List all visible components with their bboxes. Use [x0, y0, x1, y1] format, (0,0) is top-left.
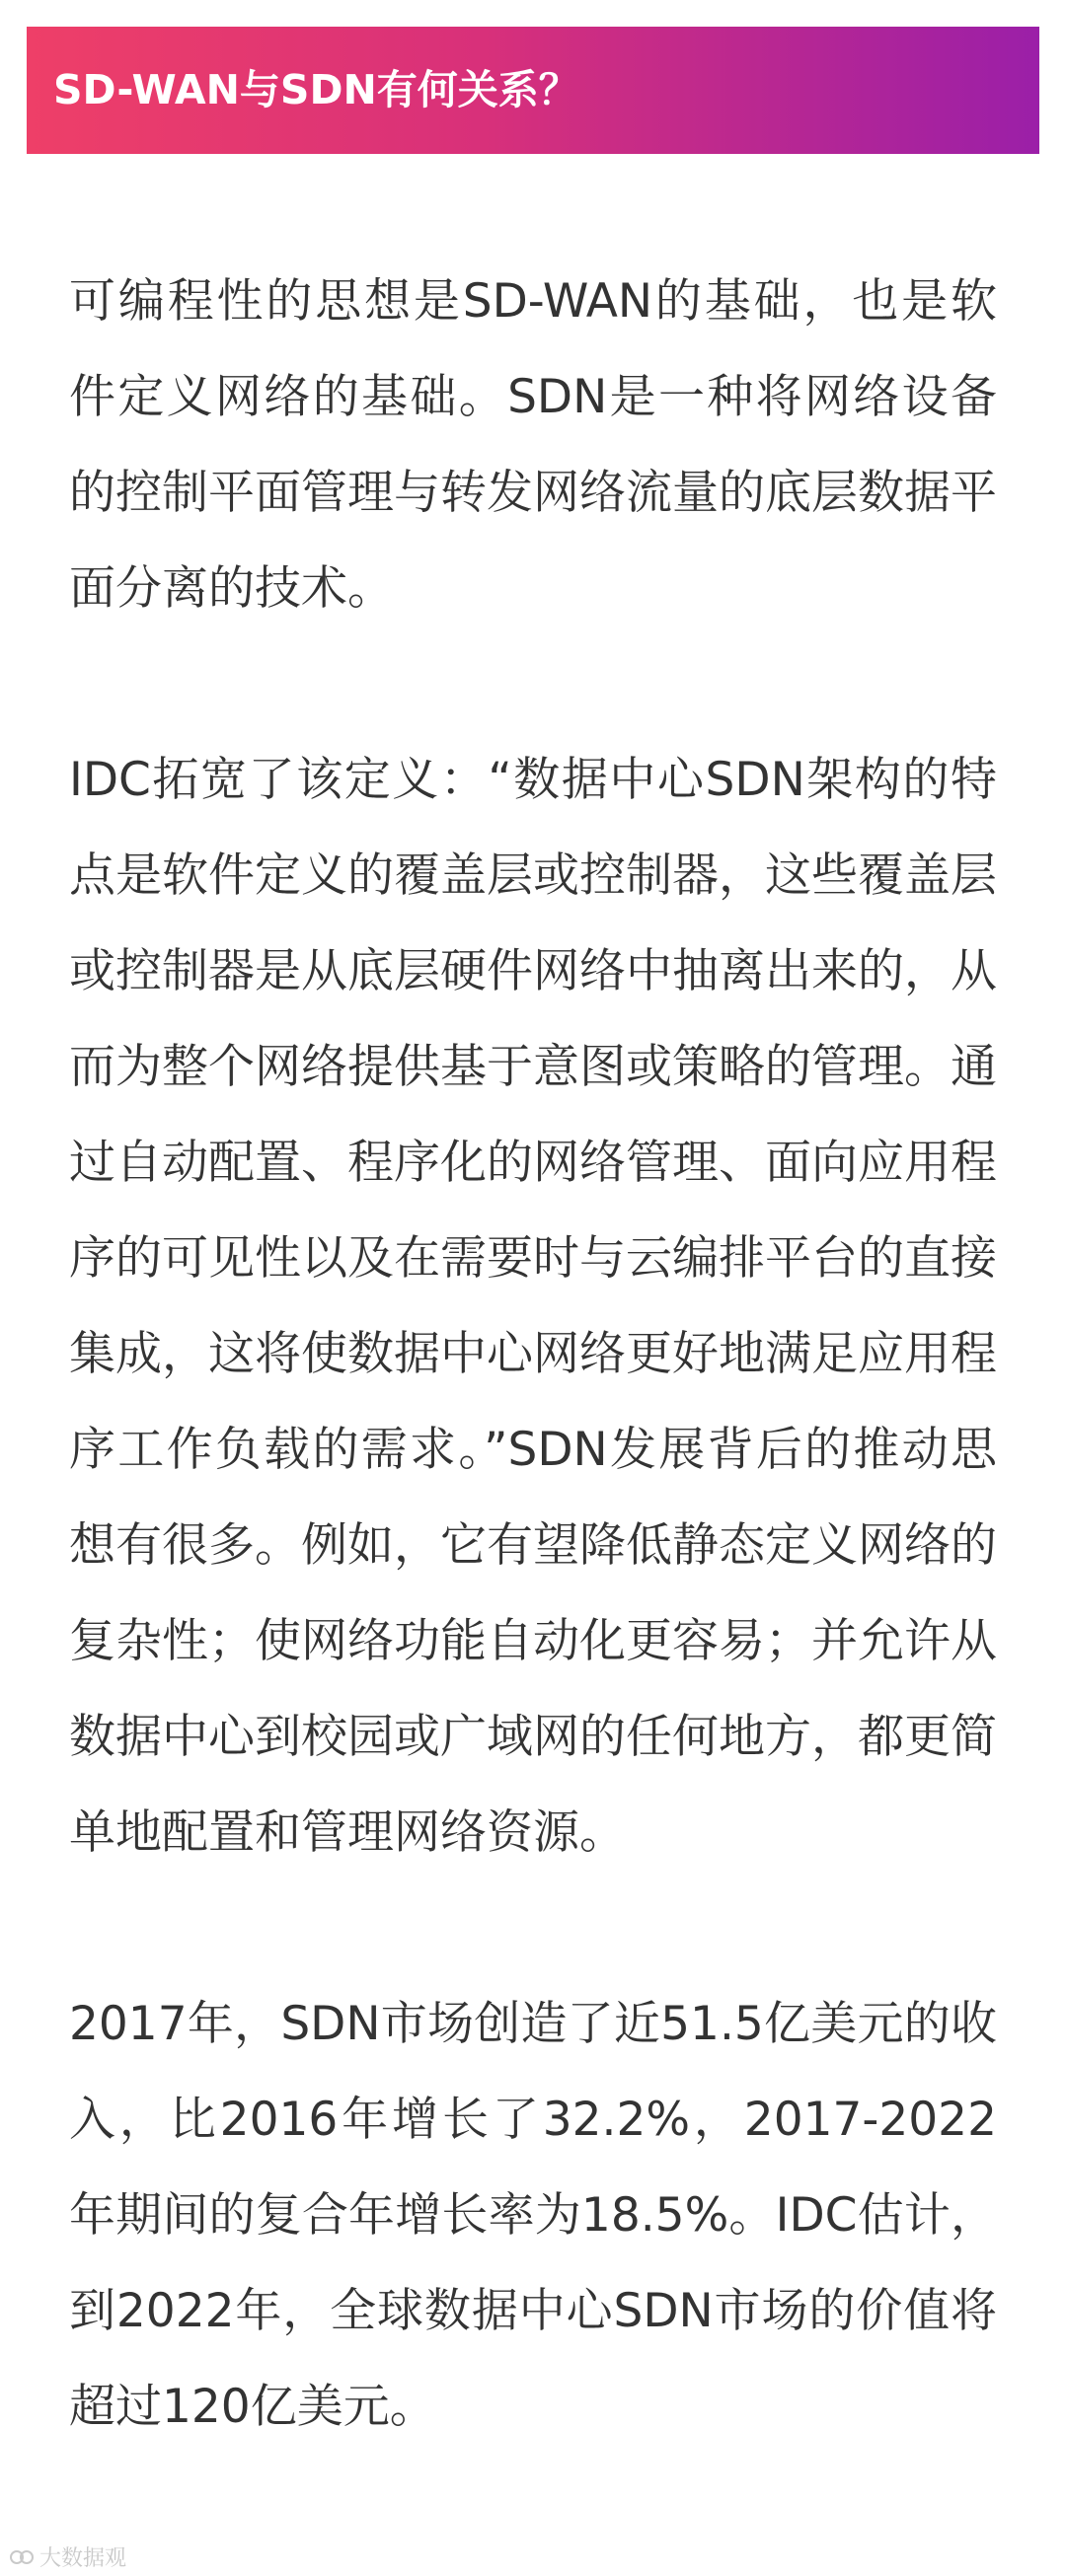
watermark-text: 大数据观: [39, 2546, 127, 2571]
article-body: [69, 254, 997, 2455]
paragraph-idc-definition: IDC拓宽了该定义：“数据中心SDN架构的特点是软件定义的覆盖层或控制器，这些覆盖层或控制器是从底层硬件网络中抽离出来的，从而为整个网络提供基于意图或策略的管理。通过自动配置、程序化的网络管理、面向应用程序的可见性以及在需要时与云编排平台的直接集成，这将使数据中心网络更好地满足应用程序工作负载的需求。”SDN发展背后的推动思想有很多。例如，它有望降低静态定义网络的复杂性；使网络功能自动化更容易；并允许从数据中心到校园或广域网的任何地方，都更简单地配置和管理网络资源。: [69, 753, 997, 1860]
camera-logo-icon: [8, 2547, 36, 2567]
section-header-banner: [27, 27, 1039, 154]
section-title: SD-WAN与SDN有何关系？: [53, 66, 579, 113]
paragraph-market-stats: 2017年，SDN市场创造了近51.5亿美元的收入，比2016年增长了32.2%，2017-2022年期间的复合年增长率为18.5%。IDC估计，到2022年，全球数据中心SDN市场的价值将超过120亿美元。: [69, 1997, 997, 2434]
watermark: [8, 2541, 126, 2572]
paragraph-sdwan-basis: 可编程性的思想是SD-WAN的基础，也是软件定义网络的基础。SDN是一种将网络设备的控制平面管理与转发网络流量的底层数据平面分离的技术。: [69, 274, 997, 616]
